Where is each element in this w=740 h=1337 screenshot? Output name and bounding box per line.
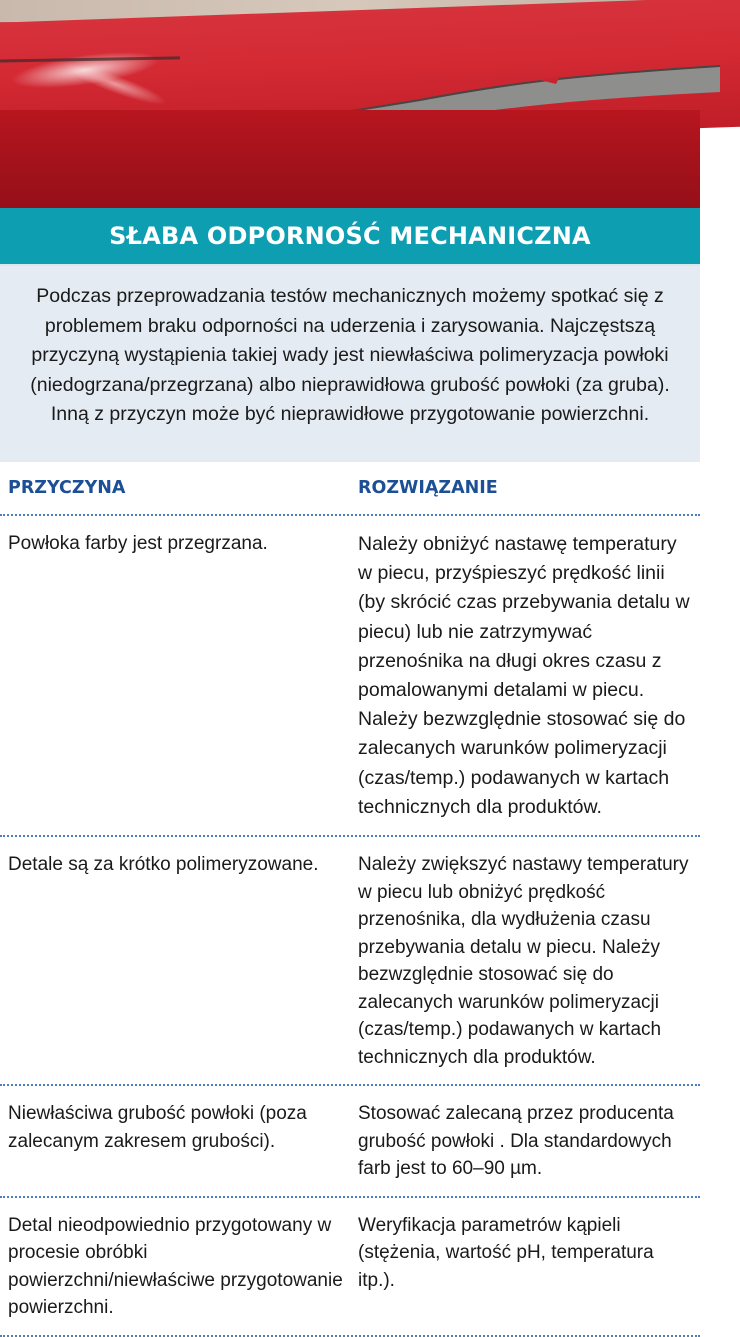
intro-paragraph: Podczas przeprowadzania testów mechanicznych możemy spotkać się z problemem braku odporności na uderzenia i zarysowania. Najczęstszą przyczyną wystąpienia takiej wady jest niewłaściwa polimeryzacja powłoki (niedogrzana/przegrzana) albo nieprawidłowa grubość powłoki (za gruba). Inną z przyczyn może być nieprawidłowe przygotowanie powierzchni.	[0, 266, 700, 462]
cause-cell: Detal nieodpowiednio przygotowany w procesie obróbki powierzchni/niewłaściwe przygotowanie powierzchni.	[8, 1214, 343, 1319]
cause-cell: Powłoka farby jest przegrzana.	[8, 533, 268, 554]
solution-cell: Należy obniżyć nastawę temperatury w piecu, przyśpieszyć prędkość linii (by skrócić czas przebywania detalu w piecu) lub nie zatrzymywać przenośnika na długi okres czasu z pomalowanymi detalami w piecu. Należy bezwzględnie stosować się do zalecanych warunków polimeryzacji (czas/temp.) podawanych w kartach technicznych dla produktów.	[358, 533, 690, 818]
solution-cell: Stosować zalecaną przez producenta grubość powłoki . Dla standardowych farb jest to 60–90 µm.	[358, 1103, 674, 1180]
title-bar	[0, 208, 700, 266]
table-row	[0, 516, 700, 835]
solution-cell: Należy zwiększyć nastawy temperatury w piecu lub obniżyć prędkość przenośnika, dla wydłużenia czasu przebywania detalu w piecu. Należy bezwzględnie stosować się do zalecanych warunków polimeryzacji (czas/temp.) podawanych w kartach technicznych dla produktów.	[358, 854, 689, 1068]
photo-red-surface-lower	[0, 110, 700, 208]
header-solution: ROZWIĄZANIE	[358, 478, 498, 498]
table-row	[0, 1198, 700, 1335]
header-cause: PRZYCZYNA	[8, 478, 126, 498]
row-divider	[0, 1335, 700, 1337]
cause-solution-table	[0, 462, 700, 1337]
table-row	[0, 1086, 700, 1196]
cause-cell: Niewłaściwa grubość powłoki (poza zalecanym zakresem grubości).	[8, 1103, 307, 1152]
damaged-coating-photo	[0, 0, 700, 208]
table-row	[0, 837, 700, 1084]
solution-cell: Weryfikacja parametrów kąpieli (stężenia, wartość pH, temperatura itp.).	[358, 1214, 654, 1291]
cause-cell: Detale są za krótko polimeryzowane.	[8, 854, 319, 876]
page-title: SŁABA ODPORNOŚĆ MECHANICZNA	[109, 222, 591, 250]
table-header	[0, 462, 700, 514]
